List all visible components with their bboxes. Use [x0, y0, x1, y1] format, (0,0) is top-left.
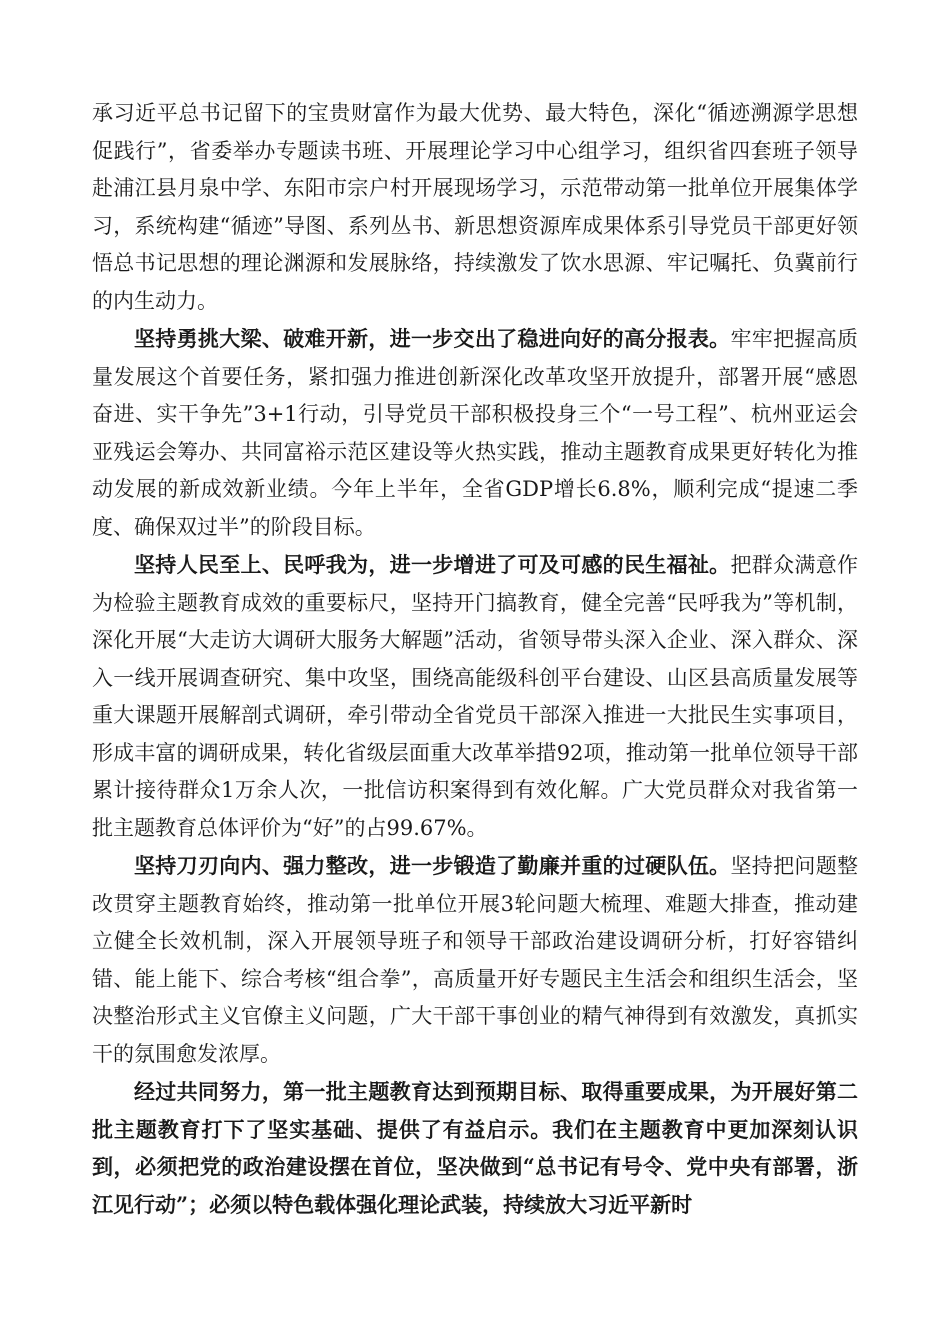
paragraph-text: 坚持把问题整改贯穿主题教育始终，推动第一批单位开展3轮问题大梳理、难题大排查，推动建立健全长效机制，深入开展领导班子和领导干部政治建设调研分析，打好容错纠错、能上能下、综合考核“组合拳”，高质量开好专题民主生活会和组织生活会，坚决整治形式主义官僚主义问题，广大干部干事创业的精气神得到有效激发，真抓实干的氛围愈发浓厚。	[92, 854, 858, 1066]
paragraph-lead: 坚持刀刃向内、强力整改，进一步锻造了勤廉并重的过硬队伍。	[134, 853, 731, 878]
paragraph-text: 把群众满意作为检验主题教育成效的重要标尺，坚持开门搞教育，健全完善“民呼我为”等机制，深化开展“大走访大调研大服务大解题”活动，省领导带头深入企业、深入群众、深入一线开展调查研究、集中攻坚，围绕高能级科创平台建设、山区县高质量发展等重大课题开展解剖式调研，牵引带动全省党员干部深入推进一大批民生实事项目，形成丰富的调研成果，转化省级层面重大改革举措92项，推动第一批单位领导干部累计接待群众1万余人次，一批信访积案得到有效化解。广大党员群众对我省第一批主题教育总体评价为“好”的占99.67%。	[92, 553, 858, 840]
paragraph-high-score	[92, 320, 858, 546]
paragraph-text: 经过共同努力，第一批主题教育达到预期目标、取得重要成果，为开展好第二批主题教育打下了坚实基础、提供了有益启示。我们在主题教育中更加深刻认识到，必须把党的政治建设摆在首位，坚决做到“总书记有号令、党中央有部署，浙江见行动”；必须以特色载体强化理论武装，持续放大习近平新时	[92, 1079, 858, 1217]
document-page	[92, 95, 858, 1223]
paragraph-text: 承习近平总书记留下的宝贵财富作为最大优势、最大特色，深化“循迹溯源学思想促践行”，省委举办专题读书班、开展理论学习中心组学习，组织省四套班子领导赴浦江县月泉中学、东阳市宗户村开展现场学习，示范带动第一批单位开展集体学习，系统构建“循迹”导图、系列丛书、新思想资源库成果体系引导党员干部更好领悟总书记思想的理论渊源和发展脉络，持续激发了饮水思源、牢记嘱托、负冀前行的内生动力。	[92, 101, 858, 313]
paragraph-lead: 坚持人民至上、民呼我为，进一步增进了可及可感的民生福祉。	[134, 552, 731, 577]
paragraph-continuation	[92, 95, 858, 320]
paragraph-lead: 坚持勇挑大梁、破难开新，进一步交出了稳进向好的高分报表。	[134, 326, 731, 351]
paragraph-livelihood	[92, 546, 858, 847]
paragraph-team	[92, 847, 858, 1073]
paragraph-text: 牢牢把握高质量发展这个首要任务，紧扣强力推进创新深化改革攻坚开放提升，部署开展“感恩奋进、实干争先”3+1行动，引导党员干部积极投身三个“一号工程”、杭州亚运会亚残运会筹办、共同富裕示范区建设等火热实践，推动主题教育成果更好转化为推动发展的新成效新业绩。今年上半年，全省GDP增长6.8%，顺利完成“提速二季度、确保双过半”的阶段目标。	[92, 327, 858, 539]
paragraph-conclusion	[92, 1073, 858, 1223]
